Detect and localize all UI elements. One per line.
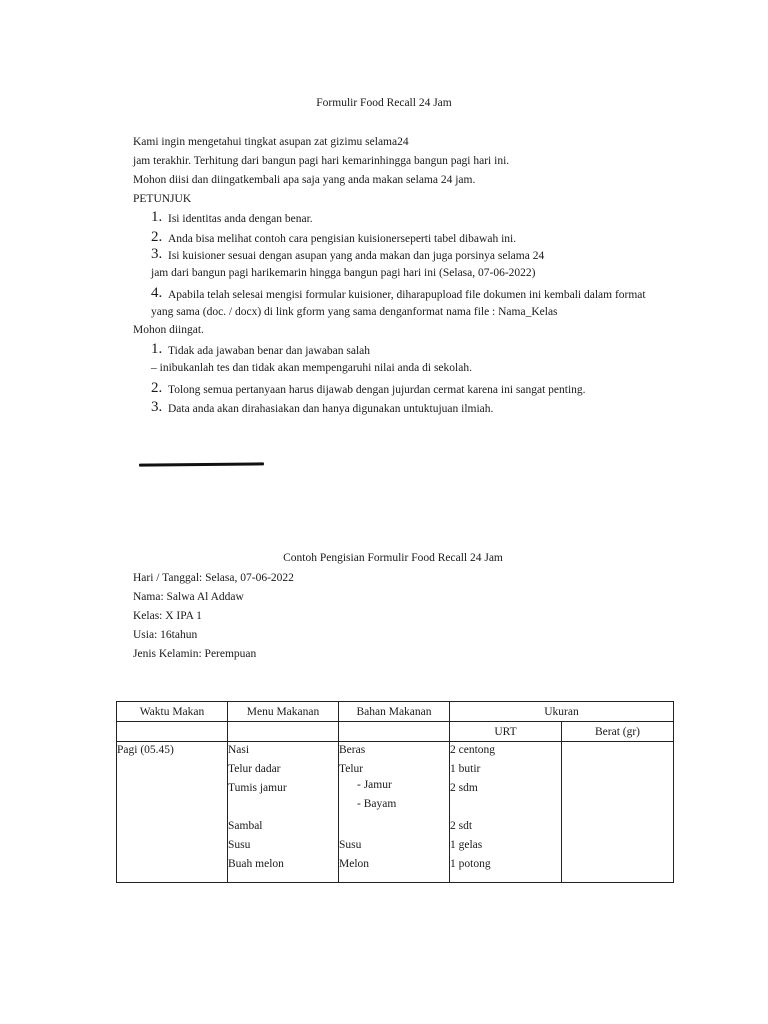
cell-berat [562,742,674,883]
diingat-item-1: Tidak ada jawaban benar dan jawaban salah [168,345,371,357]
cell-urt [450,742,562,883]
urt-item: 1 butir [450,763,481,775]
petunjuk-number-4: 4. [151,285,163,301]
petunjuk-number-1: 1. [151,209,163,225]
cell-waktu [117,742,228,883]
header-ukuran: Ukuran [450,702,674,722]
petunjuk-number-3: 3. [151,246,163,262]
diingat-number-2: 2. [151,380,163,396]
menu-item: Tumis jamur [228,782,287,794]
petunjuk-number-2: 2. [151,229,163,245]
petunjuk-item-1: Isi identitas anda dengan benar. [168,213,313,225]
intro-line-3: Mohon diisi dan diingatkembali apa saja yang anda makan selama 24 jam. [133,174,476,186]
intro-line-2: jam terakhir. Terhitung dari bangun pagi hari kemarinhingga bangun pagi hari ini. [133,155,510,167]
header-berat: Berat (gr) [562,722,674,742]
diingat-item-2: Tolong semua pertanyaan harus dijawab dengan jujurdan cermat karena ini sangat penting. [168,384,586,396]
bahan-item: Beras [339,744,366,756]
bahan-item: Telur [339,763,364,775]
urt-item: 1 potong [450,858,491,870]
diingat-item-1-continuation: – inibukanlah tes dan tidak akan mempengaruhi nilai anda di sekolah. [151,362,472,374]
menu-item: Buah melon [228,858,284,870]
bahan-item: - Jamur [357,779,392,791]
header-waktu-makan: Waktu Makan [117,702,228,722]
menu-item: Susu [228,839,251,851]
example-field-class: Kelas: X IPA 1 [133,610,202,622]
urt-item: 2 sdt [450,820,473,832]
petunjuk-item-4-continuation: yang sama (doc. / docx) di link gform yang sama denganformat nama file : Nama_Kelas [151,306,558,318]
bahan-item: Susu [339,839,362,851]
example-field-name: Nama: Salwa Al Addaw [133,591,244,603]
example-title: Contoh Pengisian Formulir Food Recall 24 Jam [283,552,503,564]
menu-item: Nasi [228,744,250,756]
food-recall-table [116,701,674,883]
menu-item: Sambal [228,820,263,832]
header-urt: URT [450,722,562,742]
petunjuk-item-4: Apabila telah selesai mengisi formular kuisioner, diharapupload file dokumen ini kembali dalam format [168,289,646,301]
menu-item: Telur dadar [228,763,281,775]
urt-item: 2 sdm [450,782,478,794]
petunjuk-item-3-continuation: jam dari bangun pagi harikemarin hingga bangun pagi hari ini (Selasa, 07-06-2022) [151,267,536,279]
petunjuk-item-2: Anda bisa melihat contoh cara pengisian kuisionerseperti tabel dibawah ini. [168,233,517,245]
diingat-number-1: 1. [151,341,163,357]
example-field-date: Hari / Tanggal: Selasa, 07-06-2022 [133,572,294,584]
petunjuk-item-3: Isi kuisioner sesuai dengan asupan yang anda makan dan juga porsinya selama 24 [168,250,545,262]
example-field-gender: Jenis Kelamin: Perempuan [133,648,257,660]
cell-menu [228,742,339,883]
petunjuk-heading: PETUNJUK [133,193,192,205]
header-empty-3 [339,722,450,742]
header-menu-makanan: Menu Makanan [228,702,339,722]
urt-item: 2 centong [450,744,496,756]
header-empty-2 [228,722,339,742]
bahan-item: - Bayam [357,798,397,810]
signature-line [139,462,264,466]
urt-item: 1 gelas [450,839,483,851]
header-bahan-makanan: Bahan Makanan [339,702,450,722]
cell-bahan [339,742,450,883]
diingat-heading: Mohon diingat. [133,324,204,336]
bahan-item: Melon [339,858,370,870]
diingat-number-3: 3. [151,399,163,415]
table-row [117,742,674,883]
intro-line-1: Kami ingin mengetahui tingkat asupan zat gizimu selama24 [133,136,409,148]
form-title: Formulir Food Recall 24 Jam [316,97,452,109]
header-empty-1 [117,722,228,742]
waktu-pagi: Pagi (05.45) [117,744,174,756]
diingat-item-3: Data anda akan dirahasiakan dan hanya digunakan untuktujuan ilmiah. [168,403,494,415]
example-field-age: Usia: 16tahun [133,629,198,641]
